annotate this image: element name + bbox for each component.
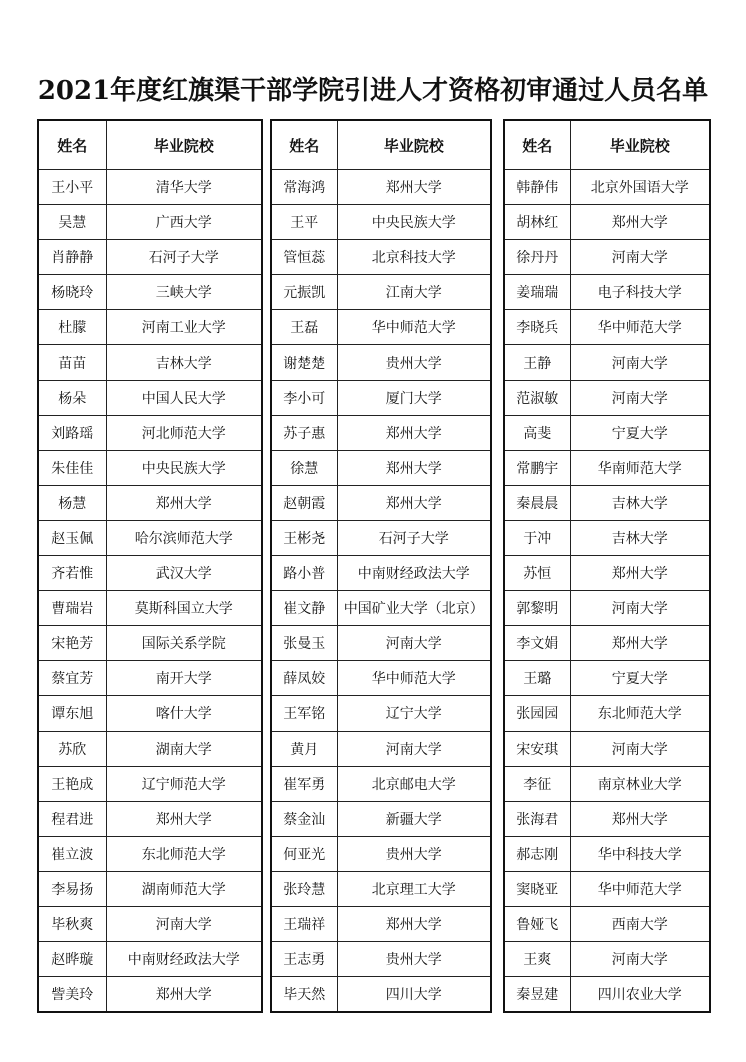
name-cell: 韩静伟 <box>504 170 570 205</box>
table-row <box>271 591 491 626</box>
table-row <box>271 310 491 345</box>
table-row <box>38 275 262 310</box>
table-row <box>271 977 491 1013</box>
name-cell: 蔡宜芳 <box>38 661 106 696</box>
name-cell: 徐慧 <box>271 450 337 485</box>
table-row <box>504 591 710 626</box>
table-row <box>38 380 262 415</box>
school-cell: 喀什大学 <box>106 696 262 731</box>
school-cell: 河南大学 <box>337 626 491 661</box>
school-cell: 中央民族大学 <box>337 205 491 240</box>
school-cell: 四川农业大学 <box>570 977 710 1013</box>
name-cell: 薛凤姣 <box>271 661 337 696</box>
name-cell: 高斐 <box>504 415 570 450</box>
name-cell: 苏欣 <box>38 731 106 766</box>
school-cell: 郑州大学 <box>337 170 491 205</box>
school-cell: 河南大学 <box>106 906 262 941</box>
name-cell: 秦晨晨 <box>504 485 570 520</box>
name-cell: 崔立波 <box>38 836 106 871</box>
school-cell: 辽宁大学 <box>337 696 491 731</box>
name-cell: 郭黎明 <box>504 591 570 626</box>
school-cell: 北京邮电大学 <box>337 766 491 801</box>
header-name: 姓名 <box>271 120 337 170</box>
name-cell: 毕秋爽 <box>38 906 106 941</box>
school-cell: 北京外国语大学 <box>570 170 710 205</box>
school-cell: 华南师范大学 <box>570 450 710 485</box>
school-cell: 中南财经政法大学 <box>106 942 262 977</box>
table-row <box>504 766 710 801</box>
table-row <box>38 170 262 205</box>
name-cell: 王爽 <box>504 942 570 977</box>
table-row <box>38 626 262 661</box>
table-row <box>38 591 262 626</box>
name-cell: 杨朵 <box>38 380 106 415</box>
school-cell: 新疆大学 <box>337 801 491 836</box>
school-cell: 河南大学 <box>570 380 710 415</box>
name-cell: 王静 <box>504 345 570 380</box>
name-cell: 杨慧 <box>38 485 106 520</box>
table-row <box>38 450 262 485</box>
school-cell: 河南大学 <box>570 591 710 626</box>
table-row <box>271 275 491 310</box>
name-cell: 苏恒 <box>504 556 570 591</box>
name-cell: 王艳成 <box>38 766 106 801</box>
table-row <box>504 696 710 731</box>
name-cell: 路小普 <box>271 556 337 591</box>
name-cell: 杨晓玲 <box>38 275 106 310</box>
name-cell: 徐丹丹 <box>504 240 570 275</box>
name-cell: 郝志刚 <box>504 836 570 871</box>
name-cell: 范淑敏 <box>504 380 570 415</box>
table-row <box>504 345 710 380</box>
name-cell: 崔文静 <box>271 591 337 626</box>
table-row <box>271 626 491 661</box>
name-cell: 张园园 <box>504 696 570 731</box>
name-cell: 窦晓亚 <box>504 871 570 906</box>
school-cell: 郑州大学 <box>337 450 491 485</box>
name-cell: 姜瑞瑞 <box>504 275 570 310</box>
name-cell: 毕天然 <box>271 977 337 1013</box>
roster-table-3 <box>503 119 711 1013</box>
school-cell: 石河子大学 <box>337 520 491 555</box>
table-row <box>504 906 710 941</box>
school-cell: 湖南大学 <box>106 731 262 766</box>
school-cell: 河南大学 <box>337 731 491 766</box>
table-row <box>504 801 710 836</box>
school-cell: 郑州大学 <box>106 801 262 836</box>
table-row <box>38 310 262 345</box>
table-row <box>271 240 491 275</box>
name-cell: 赵玉佩 <box>38 520 106 555</box>
name-cell: 胡林红 <box>504 205 570 240</box>
table-row <box>504 170 710 205</box>
school-cell: 四川大学 <box>337 977 491 1013</box>
school-cell: 东北师范大学 <box>106 836 262 871</box>
school-cell: 西南大学 <box>570 906 710 941</box>
school-cell: 中国矿业大学（北京） <box>337 591 491 626</box>
name-cell: 齐若惟 <box>38 556 106 591</box>
table-row <box>271 205 491 240</box>
school-cell: 辽宁师范大学 <box>106 766 262 801</box>
header-name: 姓名 <box>38 120 106 170</box>
school-cell: 郑州大学 <box>106 977 262 1013</box>
table-row <box>271 696 491 731</box>
table-row <box>504 836 710 871</box>
table-row <box>271 520 491 555</box>
name-cell: 秦昱建 <box>504 977 570 1013</box>
table-row <box>504 205 710 240</box>
name-cell: 苗苗 <box>38 345 106 380</box>
name-cell: 张海君 <box>504 801 570 836</box>
header-school: 毕业院校 <box>570 120 710 170</box>
name-cell: 李文娟 <box>504 626 570 661</box>
table-row <box>271 345 491 380</box>
table-row <box>504 731 710 766</box>
school-cell: 中南财经政法大学 <box>337 556 491 591</box>
school-cell: 清华大学 <box>106 170 262 205</box>
name-cell: 常海鸿 <box>271 170 337 205</box>
school-cell: 河南大学 <box>570 345 710 380</box>
school-cell: 三峡大学 <box>106 275 262 310</box>
school-cell: 华中师范大学 <box>570 871 710 906</box>
table-row <box>38 556 262 591</box>
table-row <box>38 485 262 520</box>
table-row <box>271 380 491 415</box>
school-cell: 贵州大学 <box>337 836 491 871</box>
school-cell: 宁夏大学 <box>570 415 710 450</box>
table-row <box>38 661 262 696</box>
name-cell: 杜朦 <box>38 310 106 345</box>
table-row <box>271 836 491 871</box>
school-cell: 河南工业大学 <box>106 310 262 345</box>
school-cell: 厦门大学 <box>337 380 491 415</box>
header-school: 毕业院校 <box>106 120 262 170</box>
table-row <box>38 415 262 450</box>
table-row <box>504 275 710 310</box>
table-row <box>271 871 491 906</box>
school-cell: 宁夏大学 <box>570 661 710 696</box>
school-cell: 河南大学 <box>570 942 710 977</box>
name-cell: 李征 <box>504 766 570 801</box>
school-cell: 中国人民大学 <box>106 380 262 415</box>
table-row <box>38 836 262 871</box>
school-cell: 吉林大学 <box>106 345 262 380</box>
name-cell: 赵朝霞 <box>271 485 337 520</box>
table-row <box>271 766 491 801</box>
table-row <box>504 661 710 696</box>
table-row <box>271 906 491 941</box>
header-name: 姓名 <box>504 120 570 170</box>
school-cell: 河南大学 <box>570 731 710 766</box>
roster-table-2 <box>270 119 492 1013</box>
school-cell: 石河子大学 <box>106 240 262 275</box>
table-row <box>504 977 710 1013</box>
name-cell: 曹瑞岩 <box>38 591 106 626</box>
school-cell: 湖南师范大学 <box>106 871 262 906</box>
name-cell: 管恒蕊 <box>271 240 337 275</box>
table-row <box>504 871 710 906</box>
table-row <box>271 450 491 485</box>
table-row <box>38 977 262 1013</box>
school-cell: 东北师范大学 <box>570 696 710 731</box>
name-cell: 李小可 <box>271 380 337 415</box>
school-cell: 贵州大学 <box>337 942 491 977</box>
name-cell: 王平 <box>271 205 337 240</box>
name-cell: 黄月 <box>271 731 337 766</box>
table-row <box>38 942 262 977</box>
table-row <box>271 731 491 766</box>
name-cell: 王志勇 <box>271 942 337 977</box>
school-cell: 郑州大学 <box>570 556 710 591</box>
table-row <box>504 485 710 520</box>
school-cell: 郑州大学 <box>570 626 710 661</box>
school-cell: 北京理工大学 <box>337 871 491 906</box>
table-row <box>504 310 710 345</box>
table-row <box>271 485 491 520</box>
table-row <box>504 380 710 415</box>
school-cell: 河北师范大学 <box>106 415 262 450</box>
table-row <box>271 415 491 450</box>
name-cell: 刘路瑶 <box>38 415 106 450</box>
name-cell: 苏子惠 <box>271 415 337 450</box>
name-cell: 王磊 <box>271 310 337 345</box>
table-row <box>38 345 262 380</box>
table-row <box>504 556 710 591</box>
school-cell: 武汉大学 <box>106 556 262 591</box>
page-title: 2021年度红旗渠干部学院引进人才资格初审通过人员名单 <box>37 76 709 106</box>
school-cell: 北京科技大学 <box>337 240 491 275</box>
header-school: 毕业院校 <box>337 120 491 170</box>
school-cell: 南京林业大学 <box>570 766 710 801</box>
name-cell: 崔军勇 <box>271 766 337 801</box>
name-cell: 李晓兵 <box>504 310 570 345</box>
name-cell: 肖静静 <box>38 240 106 275</box>
table-row <box>271 801 491 836</box>
name-cell: 李易扬 <box>38 871 106 906</box>
school-cell: 广西大学 <box>106 205 262 240</box>
school-cell: 中央民族大学 <box>106 450 262 485</box>
school-cell: 郑州大学 <box>337 415 491 450</box>
table-row <box>504 520 710 555</box>
name-cell: 程君进 <box>38 801 106 836</box>
name-cell: 元振凯 <box>271 275 337 310</box>
table-row <box>38 520 262 555</box>
name-cell: 吴慧 <box>38 205 106 240</box>
table-row <box>504 450 710 485</box>
school-cell: 郑州大学 <box>570 801 710 836</box>
table-row <box>38 871 262 906</box>
table-row <box>38 731 262 766</box>
table-row <box>271 556 491 591</box>
name-cell: 赵晔璇 <box>38 942 106 977</box>
school-cell: 郑州大学 <box>570 205 710 240</box>
school-cell: 电子科技大学 <box>570 275 710 310</box>
table-row <box>38 801 262 836</box>
school-cell: 哈尔滨师范大学 <box>106 520 262 555</box>
name-cell: 宋艳芳 <box>38 626 106 661</box>
school-cell: 华中师范大学 <box>337 310 491 345</box>
school-cell: 河南大学 <box>570 240 710 275</box>
table-row <box>504 415 710 450</box>
name-cell: 何亚光 <box>271 836 337 871</box>
school-cell: 华中师范大学 <box>337 661 491 696</box>
name-cell: 王小平 <box>38 170 106 205</box>
name-cell: 张玲慧 <box>271 871 337 906</box>
name-cell: 蔡金汕 <box>271 801 337 836</box>
school-cell: 国际关系学院 <box>106 626 262 661</box>
school-cell: 郑州大学 <box>106 485 262 520</box>
school-cell: 郑州大学 <box>337 906 491 941</box>
school-cell: 华中师范大学 <box>570 310 710 345</box>
table-row <box>504 942 710 977</box>
table-row <box>271 661 491 696</box>
name-cell: 谢楚楚 <box>271 345 337 380</box>
name-cell: 于冲 <box>504 520 570 555</box>
table-row <box>38 906 262 941</box>
name-cell: 朱佳佳 <box>38 450 106 485</box>
name-cell: 王瑞祥 <box>271 906 337 941</box>
table-row <box>38 766 262 801</box>
roster-table-1 <box>37 119 263 1013</box>
table-row <box>271 170 491 205</box>
name-cell: 鲁娅飞 <box>504 906 570 941</box>
name-cell: 王彬尧 <box>271 520 337 555</box>
table-row <box>504 240 710 275</box>
school-cell: 郑州大学 <box>337 485 491 520</box>
name-cell: 宋安琪 <box>504 731 570 766</box>
name-cell: 谭东旭 <box>38 696 106 731</box>
table-row <box>38 205 262 240</box>
school-cell: 江南大学 <box>337 275 491 310</box>
name-cell: 王璐 <box>504 661 570 696</box>
name-cell: 常鹏宇 <box>504 450 570 485</box>
table-row <box>38 240 262 275</box>
school-cell: 贵州大学 <box>337 345 491 380</box>
school-cell: 华中科技大学 <box>570 836 710 871</box>
table-row <box>38 696 262 731</box>
school-cell: 南开大学 <box>106 661 262 696</box>
school-cell: 莫斯科国立大学 <box>106 591 262 626</box>
school-cell: 吉林大学 <box>570 485 710 520</box>
school-cell: 吉林大学 <box>570 520 710 555</box>
name-cell: 訾美玲 <box>38 977 106 1013</box>
table-row <box>271 942 491 977</box>
name-cell: 张曼玉 <box>271 626 337 661</box>
name-cell: 王军铭 <box>271 696 337 731</box>
table-row <box>504 626 710 661</box>
